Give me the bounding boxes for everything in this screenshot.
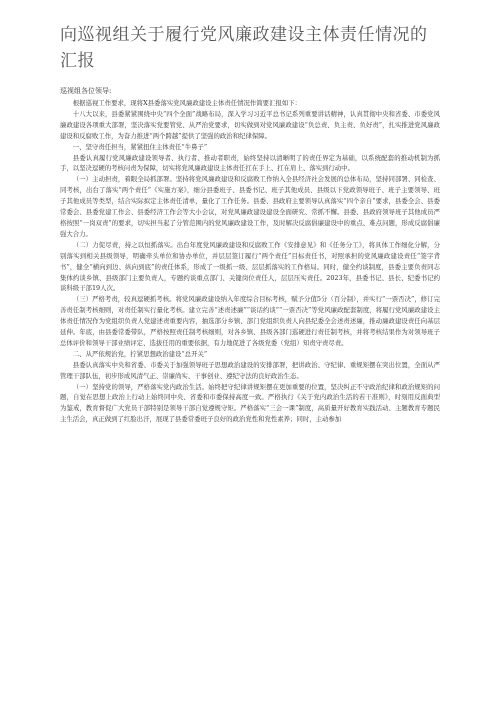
- document-title: 向巡视组关于履行党风廉政建设主体责任情况的汇报: [60, 25, 428, 71]
- salutation: 巡视组各位领导:: [60, 87, 112, 95]
- body-paragraph: 县委认真落实中央和省委、市委关于加强领导班子思想政治建设的安排部署，把讲政治、守纪律、重规矩摆在突出位置，全面从严管理干部队伍，初步形成风清气正、崇廉尚实、干事创业、遵纪守法的良好政治生态。: [60, 360, 440, 380]
- document-body: [60, 98, 440, 425]
- body-paragraph: （三）严格考责，较真逗硬抓考核。将党风廉政建设纳入年度综合目标考核，赋予分值5分（百分制），并实行“一票否决”，修订完善责任制考核细则，对责任制实行量化考核。建立完善“述责述廉”“谈话约谈”“一票否决”等党风廉政配套制度，将履行党风廉政建设主体责任情况作为党组织负责人党建述责重要内容，抽选部分乡镇、部门党组织负责人向县纪委全会述责述廉，推动廉政建设责任向基层延伸。年底，由县委常委带队，严格按照责任制考核细则，对各乡镇、县级各部门巡硬进行责任制考核，并将考核结果作为对领导班子总体评价和领导干部业绩评定、选拔任用的重要依据，有力地促进了各级党委（党组）知责守责尽责。: [60, 295, 440, 347]
- body-paragraph: （一）主动担责，着眼全局抓部署。坚持将党风廉政建设和反腐败工作纳入全县经济社会发展的总体布局，坚持同部署、同检查、同考核，出台了落实“两个责任”《实施方案》，细分县委班子、县委书记、班子其他成员、县级以下党政领导班子、班子主要领导、班子其他成员等类型，结合实际拟定主体责任清单，量化了工作任务。县委、县政府主要领导认真落实“四个亲自”要求，县委全会、县委常委会、县委党建工作会、县委经济工作会等大小会议，对党风廉政建设建设全面研究、常抓不懈。县委、县政府领导班子其他成员严格按照“一岗双责”的要求，切实担当起了分管范围内的党风廉政建设工作，及时解决反腐倡廉建设中的重点、难点问题，形成反腐倡廉强大合力。: [60, 175, 440, 238]
- body-paragraph: （二）力促尽责，持之以恒抓落实。出台年度党风廉政建设和反腐败工作《安排意见》和《任务分工》，将具体工作细化分解，分别落实到相关县级领导，明确牵头单位和协办单位，并层层签订履行“两个责任”目标责任书，对照承担的党风廉政建设责任“签字背书”，健全“横向到边、纵向到底”的责任体系，形成了一级抓一级、层层抓落实的工作格局。同时，健全约谈制度，县委主要负责同志集体约谈乡镇、县级部门主要负责人，专题约谈重点部门、关键岗位责任人，层层压实责任。2023年，县委书记、县长、纪委书记约谈科级干部19人次。: [60, 240, 440, 293]
- section-heading: 一、坚守责任担当，紧紧扭住主体责任“牛鼻子”: [72, 142, 208, 151]
- body-paragraph: 根据巡视工作要求，现将X县委落实党风廉政建设主体责任情况作简要汇报如下：: [72, 99, 302, 107]
- body-paragraph: （一）坚持党的领导，严格落实党内政治生活。始终把守纪律讲规矩摆在更加重要的位置，坚决纠正不守政治纪律和政治规矩的问题，自觉在思想上政治上行动上始终同中央、省委和市委保持高度一致。严格执行《关于党内政治生活的若干准则》，时刻用反面典型为鉴戒，教育督促广大党员干部特别是领导干部自觉遵规守矩。严格落实“三会一课”制度，高质量开好教育实践活动、主题教育专题民主生活会，真正做到了红脸出汗，展现了县委常委班子良好的政治党性和党性素养；同时，主动参加: [60, 382, 440, 424]
- section-heading: 二、从严依规治党，拧紧思想政治建设“总开关”: [72, 349, 208, 358]
- body-paragraph: 县委认真履行党风廉政建设领导者、执行者、推动者职责，始终坚持以清晰明了的责任界定为基础，以系统配套的推动机制为抓手，以坚决逗硬的考核问责为保障，切实将党风廉政建设主体责任扛在手上、扛在肩上、落实到行动中。: [60, 153, 440, 173]
- body-paragraph: 十八大以来，县委紧紧围绕中央“四个全面”战略布局，深入学习习近平总书记系列重要讲话精神，认真贯彻中央和省委、市委党风廉政建设各项重大部署，坚决落实党要管党、从严治党要求，切实做到对党风廉政建设“负总责、负主责、负好责”，扎实推进党风廉政建设和反腐败工作，为奋力推进“两个跨越”提供了坚强的政治和纪律保障。: [60, 109, 440, 140]
